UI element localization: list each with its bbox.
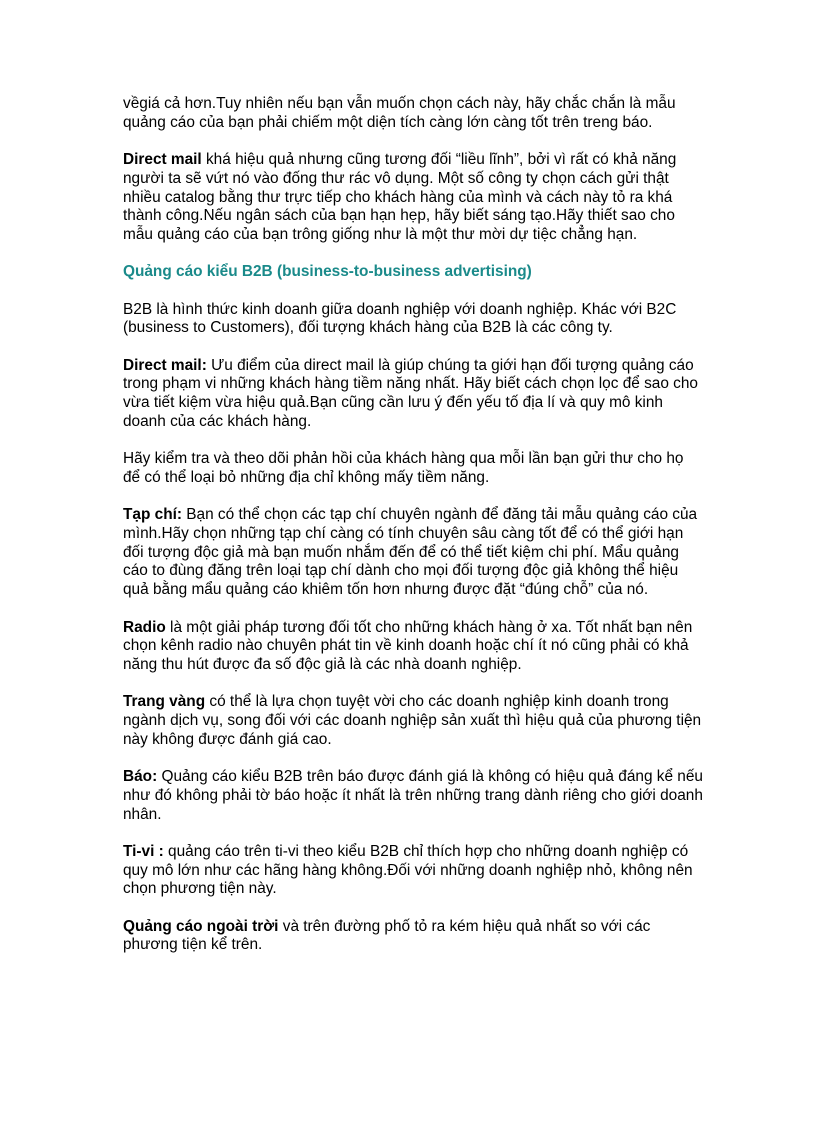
b2b-definition-text: B2B là hình thức kinh doanh giữa doanh nghiệp với doanh nghiệp. Khác với B2C (business to Customers), đối tượng khách hàng của B2B là các công ty. [123,300,677,337]
magazine-lead: Tạp chí: [123,506,182,524]
document-page [123,95,703,974]
outdoor-text: và trên đường phố tỏ ra kém hiệu quả nhất so với các phương tiện kể trên. [123,917,651,954]
radio-lead: Radio [123,618,166,636]
yellow-pages-text: có thể là lựa chọn tuyệt vời cho các doanh nghiệp kinh doanh trong ngành dịch vụ, song đối với các doanh nghiệp sản xuất thì hiệu quả của phương tiện này không được đánh giá cao. [123,693,702,748]
intro-paragraph-text: vềgiá cả hơn.Tuy nhiên nếu bạn vẫn muốn chọn cách này, hãy chắc chắn là mẫu quảng cáo của bạn phải chiếm một diện tích càng lớn càng tốt trên treng báo. [123,95,676,131]
television-text: quảng cáo trên ti-vi theo kiểu B2B chỉ thích hợp cho những doanh nghiệp có quy mô lớn như các hãng hàng không.Đối với những doanh nghiệp nhỏ, không nên chọn phương tiện này. [123,842,693,898]
radio-paragraph [123,619,703,675]
b2c-direct-mail-lead: Direct mail [123,151,202,169]
intro-paragraph [123,95,703,132]
b2b-definition-paragraph [123,301,703,338]
newspaper-paragraph [123,768,703,824]
b2b-direct-mail-lead: Direct mail: [123,356,207,374]
television-paragraph [123,843,703,899]
section-heading: Quảng cáo kiểu B2B (business-to-business advertising) [123,263,532,281]
newspaper-text: Quảng cáo kiểu B2B trên báo được đánh giá là không có hiệu quả đáng kể nếu như đó không phải tờ báo hoặc ít nhất là trên những trang dành riêng cho giới doanh nhân. [123,768,703,823]
feedback-paragraph [123,450,703,487]
magazine-text: Bạn có thể chọn các tạp chí chuyên ngành để đăng tải mẫu quảng cáo của mình.Hãy chọn những tạp chí càng có tính chuyên sâu càng tốt để có thể giới hạn đối tượng độc giả mà bạn muốn nhắm đến để có thể tiết kiệm chi phí. Mẩu quảng cáo to đùng đăng trên loại tạp chí dành cho mọi đối tượng độc giả không thể hiệu quả bằng mẩu quảng cáo khiêm tốn hơn nhưng được đặt “đúng chỗ” của nó. [123,506,698,599]
radio-text: là một giải pháp tương đối tốt cho những khách hàng ở xa. Tốt nhất bạn nên chọn kênh radio nào chuyên phát tin về kinh doanh hoặc chí ít nó cũng phải có khả năng thu hút được đa số độc giả là các nhà doanh nghiệp. [123,618,693,673]
b2c-direct-mail-paragraph [123,151,703,245]
feedback-paragraph-text: Hãy kiểm tra và theo dõi phản hồi của khách hàng qua mỗi lần bạn gửi thư cho họ để có thể loại bỏ những địa chỉ không mấy tiềm năng. [123,450,684,486]
yellow-pages-paragraph [123,693,703,749]
magazine-paragraph [123,506,703,600]
outdoor-paragraph [123,918,703,955]
newspaper-lead: Báo: [123,768,158,786]
b2b-direct-mail-text: Ưu điểm của direct mail là giúp chúng ta giới hạn đối tượng quảng cáo trong phạm vi những khách hàng tiềm năng nhất. Hãy biết cách chọn lọc để sao cho vừa tiết kiệm vừa hiệu quả.Bạn cũng cần lưu ý đến yếu tố địa lí và quy mô kinh doanh của các khách hàng. [123,356,698,430]
b2b-direct-mail-paragraph [123,357,703,432]
b2c-direct-mail-text: khá hiệu quả nhưng cũng tương đối “liều lĩnh”, bởi vì rất có khả năng người ta sẽ vứt nó vào đống thư rác vô dụng. Một số công ty chọn cách gửi thật nhiều catalog bằng thư trực tiếp cho khách hàng của mình và cách này tỏ ra khá thành công.Nếu ngân sách của bạn hạn hẹp, hãy biết sáng tạo.Hãy thiết sao cho mẫu quảng cáo của bạn trông giống như là một thư mời dự tiệc chẳng hạn. [123,151,677,243]
yellow-pages-lead: Trang vàng [123,693,206,711]
outdoor-lead: Quảng cáo ngoài trời [123,917,279,935]
television-lead: Ti-vi : [123,842,164,860]
